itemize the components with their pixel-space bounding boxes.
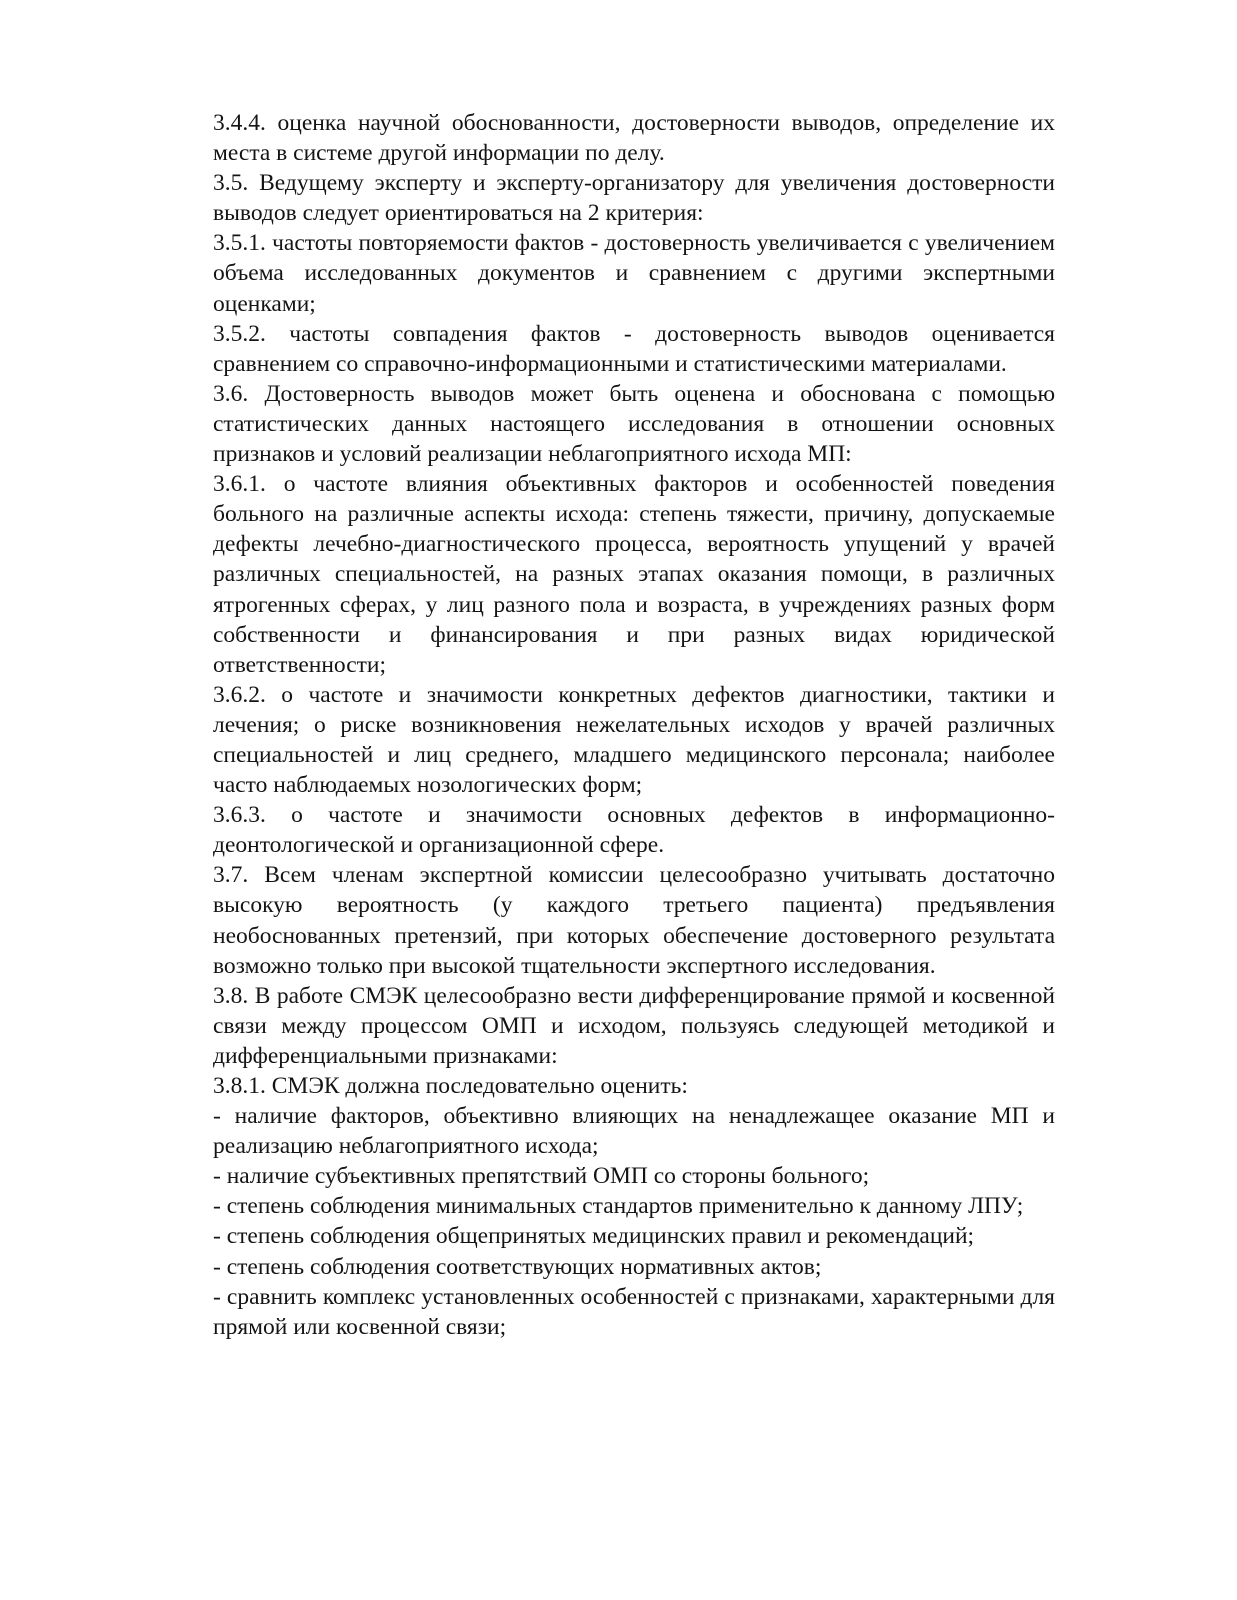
list-item-normative-acts: - степень соблюдения соответствующих нормативных актов; bbox=[213, 1253, 822, 1280]
paragraph-3-8: 3.8. В работе СМЭК целесообразно вести дифференцирование прямой и косвенной связи между процессом ОМП и исходом, пользуясь следующей методикой и дифференциальными признаками: bbox=[213, 982, 1055, 1069]
list-item-medical-rules: - степень соблюдения общепринятых медицинских правил и рекомендаций; bbox=[213, 1223, 975, 1250]
paragraph-3-5-2: 3.5.2. частоты совпадения фактов - достоверность выводов оценивается сравнением со справочно-информационными и статистическими материалами. bbox=[213, 320, 1055, 377]
list-item-subjective-obstacles: - наличие субъективных препятствий ОМП со стороны больного; bbox=[213, 1163, 870, 1190]
paragraph-3-5: 3.5. Ведущему эксперту и эксперту-организатору для увеличения достоверности выводов следует ориентироваться на 2 критерия: bbox=[213, 170, 1055, 227]
list-item-compare-features: - сравнить комплекс установленных особенностей с признаками, характерными для прямой или косвенной связи; bbox=[213, 1283, 1055, 1340]
document-page bbox=[213, 108, 1055, 1342]
paragraph-3-8-1: 3.8.1. СМЭК должна последовательно оценить: bbox=[213, 1073, 688, 1099]
list-item-factors: - наличие факторов, объективно влияющих на ненадлежащее оказание МП и реализацию неблагоприятного исхода; bbox=[213, 1103, 1055, 1160]
list-item-minimal-standards: - степень соблюдения минимальных стандартов применительно к данному ЛПУ; bbox=[213, 1193, 1024, 1220]
paragraph-3-6-3: 3.6.3. о частоте и значимости основных дефектов в информационно-деонтологической и организационной сфере. bbox=[213, 802, 1055, 859]
paragraph-3-6: 3.6. Достоверность выводов может быть оценена и обоснована с помощью статистических данных настоящего исследования в отношении основных признаков и условий реализации неблагоприятного исхода МП: bbox=[213, 380, 1055, 468]
paragraph-3-4-4: 3.4.4. оценка научной обоснованности, достоверности выводов, определение их места в системе другой информации по делу. bbox=[213, 110, 1055, 167]
paragraph-3-6-1: 3.6.1. о частоте влияния объективных факторов и особенностей поведения больного на различные аспекты исхода: степень тяжести, причину, допускаемые дефекты лечебно-диагностического процесса, вероятность упущений у врачей различных специальностей, на разных этапах оказания помощи, в различных ятрогенных сферах, у лиц разного пола и возраста, в учреждениях разных форм собственности и финансирования и при разных видах юридической ответственности; bbox=[213, 471, 1055, 678]
paragraph-3-6-2: 3.6.2. о частоте и значимости конкретных дефектов диагностики, тактики и лечения; о риске возникновения нежелательных исходов у врачей различных специальностей и лиц среднего, младшего медицинского персонала; наиболее часто наблюдаемых нозологических форм; bbox=[213, 681, 1055, 799]
paragraph-3-7: 3.7. Всем членам экспертной комиссии целесообразно учитывать достаточно высокую вероятность (у каждого третьего пациента) предъявления необоснованных претензий, при которых обеспечение достоверного результата возможно только при высокой тщательности экспертного исследования. bbox=[213, 862, 1055, 979]
paragraph-3-5-1: 3.5.1. частоты повторяемости фактов - достоверность увеличивается с увеличением объема исследованных документов и сравнением с другими экспертными оценками; bbox=[213, 230, 1055, 317]
